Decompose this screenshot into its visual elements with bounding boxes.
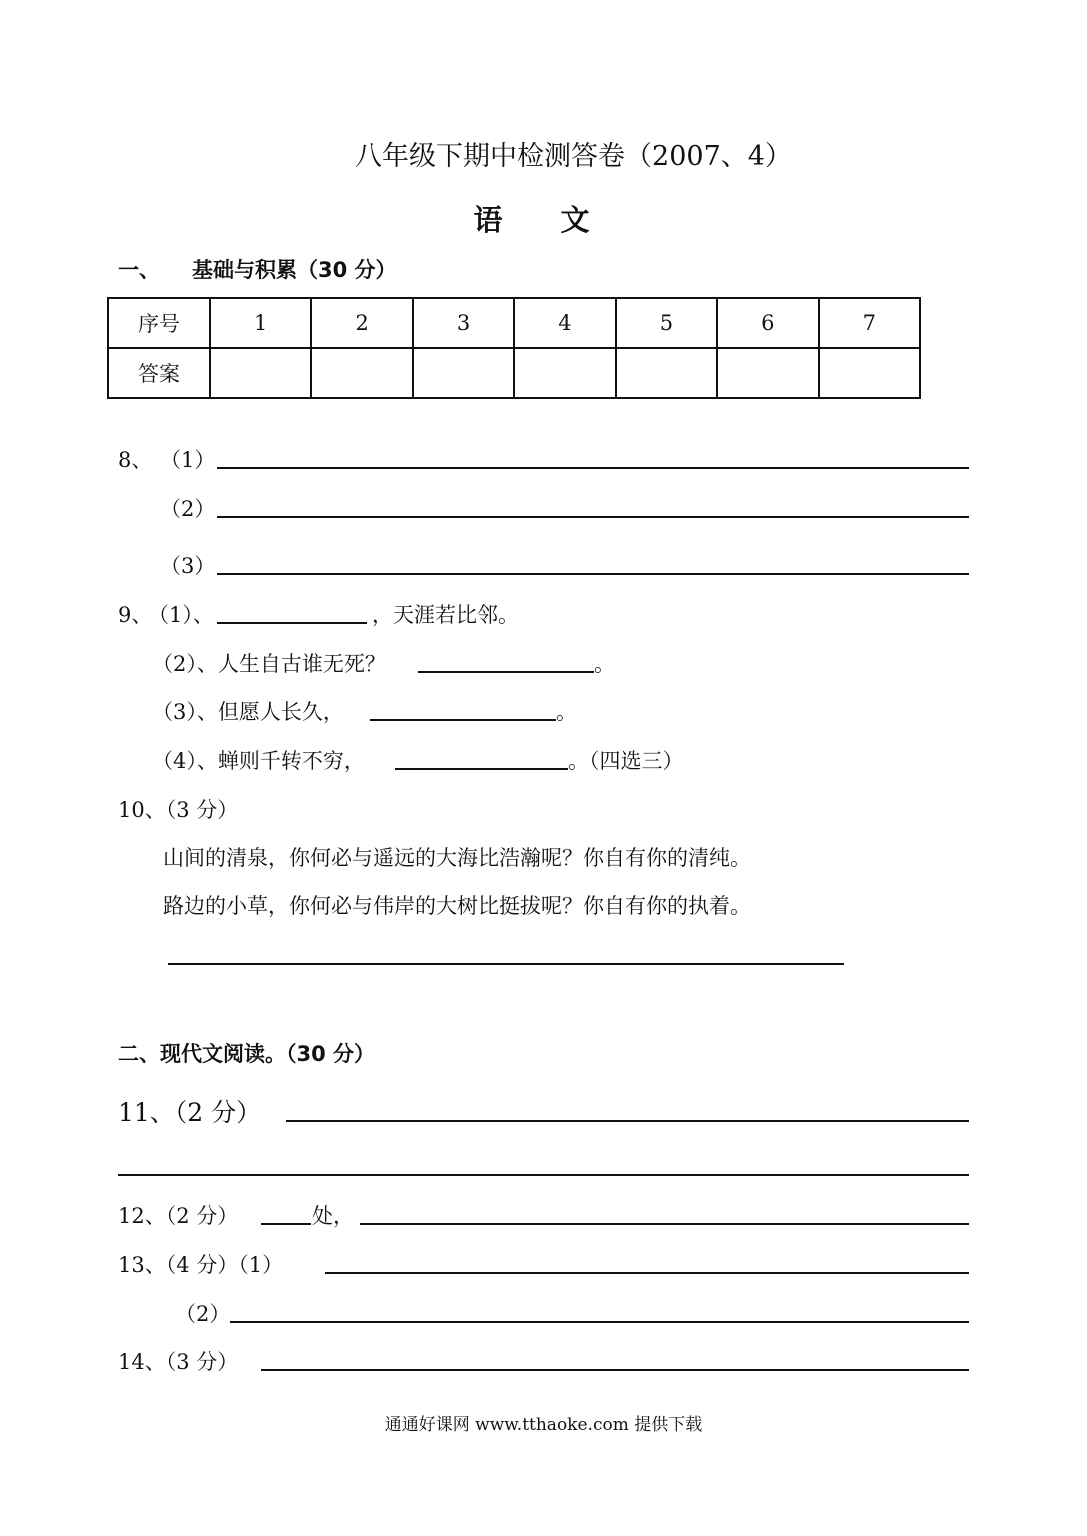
q11-answer-line-2[interactable] bbox=[118, 1174, 969, 1176]
table-number-cell: 6 bbox=[717, 298, 818, 348]
table-number-cell: 1 bbox=[210, 298, 311, 348]
q13-part2-answer-line[interactable] bbox=[230, 1321, 969, 1323]
table-header-label: 序号 bbox=[108, 298, 210, 348]
q13-label: 13、（4 分）（1） bbox=[118, 1253, 284, 1277]
q8-number: 8、 bbox=[118, 448, 153, 472]
answer-cell[interactable] bbox=[819, 348, 920, 398]
q9-number: 9、 bbox=[118, 603, 153, 627]
q9-part1-label: （1）、 bbox=[148, 603, 214, 627]
q9-part4-label: （4）、蝉则千转不穷， bbox=[152, 749, 365, 773]
q11-answer-line-1[interactable] bbox=[286, 1120, 969, 1122]
q13-part2-label: （2） bbox=[175, 1302, 231, 1326]
table-row bbox=[108, 348, 920, 398]
q8-part3-answer-line[interactable] bbox=[217, 573, 969, 575]
q10-label: 10、（3 分） bbox=[118, 798, 239, 822]
table-number-cell: 5 bbox=[616, 298, 717, 348]
section1-heading: 基础与积累（30 分） bbox=[192, 258, 397, 282]
q9-part3-end: 。 bbox=[556, 700, 577, 724]
table-row bbox=[108, 298, 920, 348]
table-number-cell: 4 bbox=[514, 298, 615, 348]
table-number-cell: 7 bbox=[819, 298, 920, 348]
q9-part2-blank[interactable] bbox=[418, 671, 594, 673]
answer-cell[interactable] bbox=[514, 348, 615, 398]
q8-part1-label: （1） bbox=[160, 448, 216, 472]
q8-part2-answer-line[interactable] bbox=[217, 516, 969, 518]
q10-line1: 山间的清泉，你何必与遥远的大海比浩瀚呢？你自有你的清纯。 bbox=[163, 846, 751, 870]
q8-part1-answer-line[interactable] bbox=[217, 467, 969, 469]
table-number-cell: 2 bbox=[311, 298, 412, 348]
page-title: 八年级下期中检测答卷（2007、4） bbox=[355, 141, 792, 172]
answer-cell[interactable] bbox=[717, 348, 818, 398]
answer-table bbox=[107, 297, 921, 399]
q9-part2-end: 。 bbox=[594, 652, 615, 676]
q9-part3-label: （3）、但愿人长久， bbox=[152, 700, 344, 724]
q8-part3-label: （3） bbox=[160, 554, 216, 578]
q13-part1-answer-line[interactable] bbox=[325, 1272, 969, 1274]
q9-part4-end: 。（四选三） bbox=[568, 749, 684, 773]
q14-answer-line[interactable] bbox=[261, 1369, 969, 1371]
q12-blank[interactable] bbox=[261, 1223, 311, 1225]
q14-label: 14、（3 分） bbox=[118, 1350, 239, 1374]
section1-number: 一、 bbox=[118, 258, 160, 282]
q12-mid: 处， bbox=[312, 1204, 354, 1228]
q10-line2: 路边的小草，你何必与伟岸的大树比挺拔呢？你自有你的执着。 bbox=[163, 894, 751, 918]
q9-part4-blank[interactable] bbox=[395, 768, 568, 770]
answer-cell[interactable] bbox=[210, 348, 311, 398]
q11-label: 11、（2 分） bbox=[118, 1098, 262, 1127]
q10-answer-line[interactable] bbox=[168, 963, 844, 965]
answer-cell[interactable] bbox=[413, 348, 514, 398]
footer-text: 通通好课网 www.tthaoke.com 提供下载 bbox=[384, 1415, 703, 1435]
answer-cell[interactable] bbox=[616, 348, 717, 398]
q12-label: 12、（2 分） bbox=[118, 1204, 239, 1228]
q9-part3-blank[interactable] bbox=[370, 719, 556, 721]
q9-part2-label: （2）、人生自古谁无死？ bbox=[152, 652, 386, 676]
answer-cell[interactable] bbox=[311, 348, 412, 398]
table-number-cell: 3 bbox=[413, 298, 514, 348]
subject-title: 语 文 bbox=[473, 203, 614, 237]
q9-part1-blank[interactable] bbox=[217, 622, 367, 624]
q8-part2-label: （2） bbox=[160, 497, 216, 521]
section2-heading: 二、现代文阅读。（30 分） bbox=[118, 1042, 376, 1066]
q9-part1-text: ，天涯若比邻。 bbox=[372, 603, 519, 627]
q12-answer-line[interactable] bbox=[360, 1223, 969, 1225]
table-answer-label: 答案 bbox=[108, 348, 210, 398]
